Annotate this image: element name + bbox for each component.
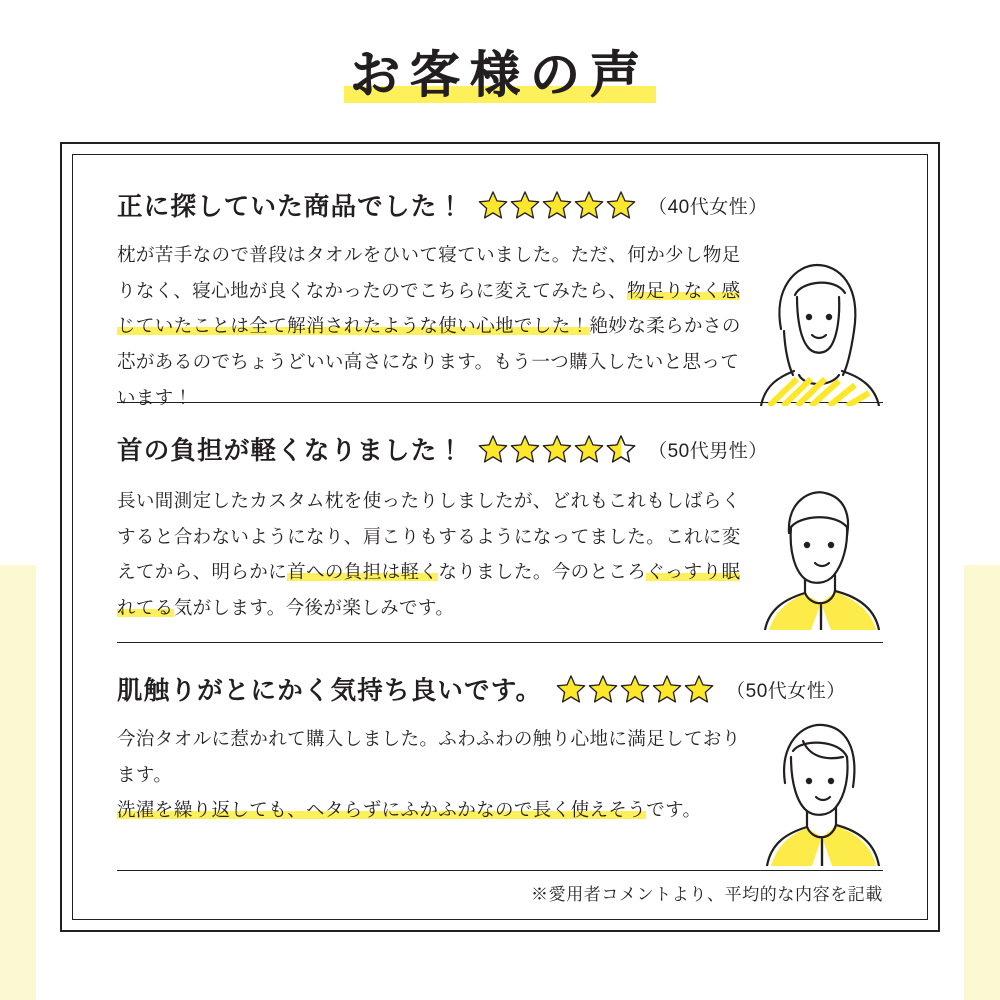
star-icon — [556, 674, 586, 704]
rating-stars — [556, 674, 714, 704]
man-short-hair-avatar — [739, 475, 891, 635]
rating-stars — [478, 190, 636, 220]
star-icon — [510, 190, 540, 220]
review-title: 肌触りがとにかく気持ち良いです。 — [117, 677, 543, 705]
review-body: 今治タオルに惹かれて購入しました。ふわふわの触り心地に満足しております。 洗濯を繰り返しても、ヘタらずにふかふかなので長く使えそうです。 — [117, 728, 741, 821]
footnote: ※愛用者コメントより、平均的な内容を記載 — [531, 885, 883, 904]
reviewer-label: （50代女性） — [726, 680, 846, 702]
page-title-text: お客様の声 — [350, 47, 650, 103]
reviewer-label: （50代男性） — [648, 440, 768, 462]
reviews-frame-inner — [72, 154, 928, 920]
review-header — [117, 671, 883, 707]
rating-stars — [478, 434, 636, 464]
star-icon — [542, 434, 572, 464]
woman-bob-hair-avatar — [739, 711, 891, 871]
review-body: 長い間測定したカスタム枕を使ったりしましたが、どれもこれもしばらくすると合わないようになり、肩こりもするようになってました。これに変えてから、明らかに首への負担は軽くなりました。今のところぐっすり眠れてる気がします。今後が楽しみです。 — [117, 490, 741, 619]
review-item — [117, 403, 883, 643]
review-title: 首の負担が軽くなりました！ — [117, 437, 465, 465]
star-icon — [542, 190, 572, 220]
star-icon — [620, 674, 650, 704]
review-body: 枕が苦手なので普段はタオルをひいて寝ていました。ただ、何か少し物足りなく、寝心地が良くなかったのでこちらに変えてみたら、物足りなく感じていたことは全て解消されたような使い心地でした！絶妙な柔らかさの芯があるのでちょうどいい高さになります。もう一つ購入したいと思っています！ — [117, 244, 741, 408]
reviewer-label: （40代女性） — [648, 196, 768, 218]
reviews-frame — [60, 142, 940, 932]
review-item — [117, 643, 883, 871]
woman-long-hair-avatar — [739, 251, 891, 411]
star-icon — [652, 674, 682, 704]
star-icon — [574, 434, 604, 464]
star-icon — [606, 190, 636, 220]
star-icon — [684, 674, 714, 704]
review-header — [117, 431, 883, 467]
star-icon — [478, 190, 508, 220]
star-icon — [478, 434, 508, 464]
star-half-icon — [606, 434, 636, 464]
reviews-list — [73, 155, 927, 919]
star-icon — [510, 434, 540, 464]
star-icon — [588, 674, 618, 704]
review-header — [117, 187, 883, 223]
page-title — [344, 44, 656, 109]
review-title: 正に探していた商品でした！ — [117, 193, 465, 221]
review-item — [117, 155, 883, 408]
star-icon — [574, 190, 604, 220]
page-title-wrap — [0, 44, 1000, 109]
